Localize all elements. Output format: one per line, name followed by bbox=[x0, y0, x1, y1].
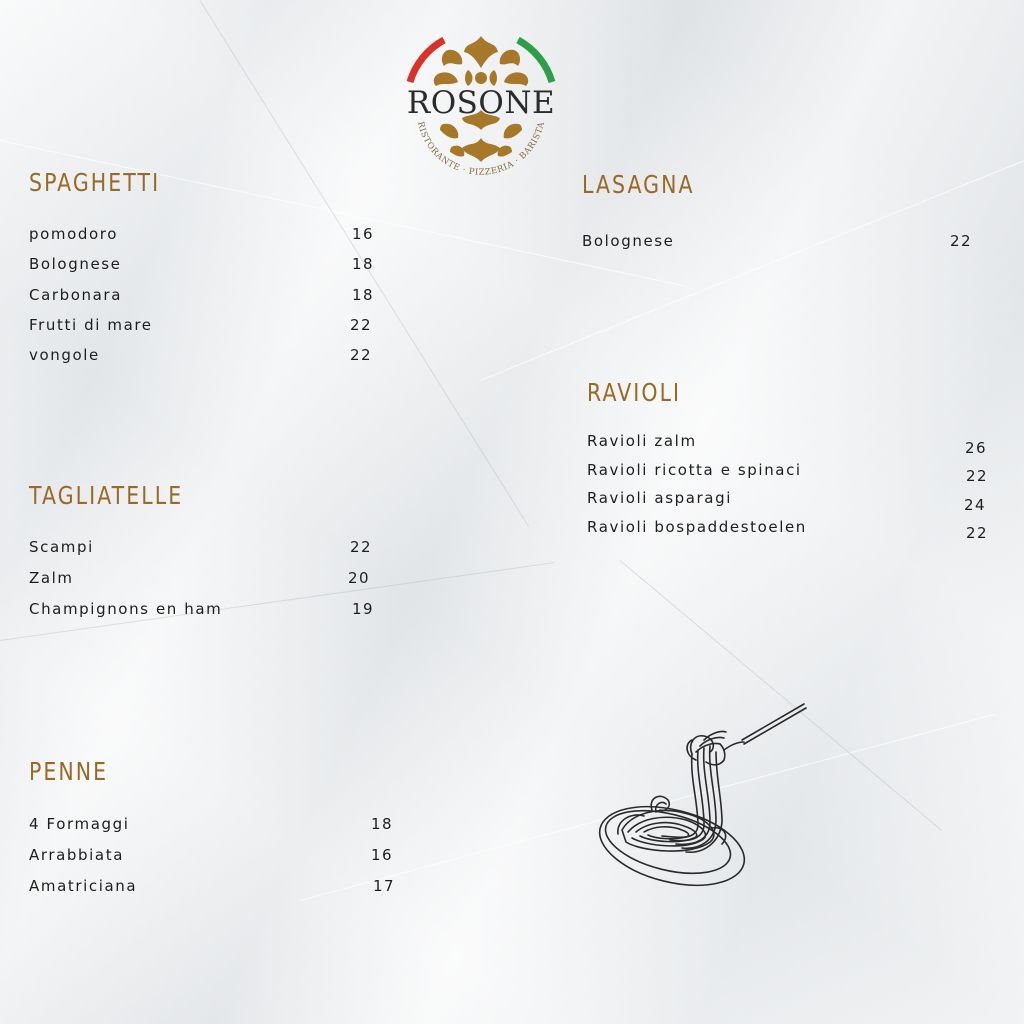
menu-item-price: 16 bbox=[371, 846, 394, 864]
rosone-logo bbox=[398, 30, 564, 180]
menu-item-name: Scampi bbox=[29, 538, 94, 556]
section-title-tagliatelle: TAGLIATELLE bbox=[29, 481, 184, 510]
menu-item-price: 16 bbox=[352, 225, 375, 243]
menu-item-price: 20 bbox=[348, 569, 371, 587]
section-title-lasagna: LASAGNA bbox=[582, 170, 695, 199]
menu-item-price: 22 bbox=[350, 316, 373, 334]
menu-item-price: 22 bbox=[350, 538, 373, 556]
menu-item-name: Zalm bbox=[29, 569, 74, 587]
menu-item-name: Champignons en ham bbox=[29, 600, 223, 618]
menu-item-name: Arrabbiata bbox=[29, 846, 124, 864]
pasta-fork-icon bbox=[592, 700, 812, 890]
menu-item-price: 22 bbox=[966, 524, 989, 542]
menu-item-price: 22 bbox=[350, 346, 373, 364]
menu-item-price: 17 bbox=[373, 877, 396, 895]
menu-item-price: 22 bbox=[966, 467, 989, 485]
menu-item-name: Frutti di mare bbox=[29, 316, 153, 334]
menu-item-price: 18 bbox=[352, 286, 375, 304]
menu-item-name: 4 Formaggi bbox=[29, 815, 130, 833]
section-title-penne: PENNE bbox=[29, 757, 109, 786]
brand-tagline: RISTORANTE · PIZZERIA · BARISTA bbox=[415, 120, 547, 178]
section-title-ravioli: RAVIOLI bbox=[587, 378, 682, 407]
menu-item-price: 22 bbox=[950, 232, 973, 250]
menu-item-name: Ravioli zalm bbox=[587, 432, 697, 450]
menu-item-name: Ravioli bospaddestoelen bbox=[587, 518, 807, 536]
menu-item-name: pomodoro bbox=[29, 225, 119, 243]
menu-item-name: Carbonara bbox=[29, 286, 122, 304]
menu-item-price: 24 bbox=[964, 496, 987, 514]
menu-item-price: 26 bbox=[965, 439, 988, 457]
menu-item-name: vongole bbox=[29, 346, 100, 364]
menu-item-name: Amatriciana bbox=[29, 877, 138, 895]
menu-item-name: Bolognese bbox=[582, 232, 675, 250]
menu-item-price: 18 bbox=[352, 255, 375, 273]
menu-item-name: Bolognese bbox=[29, 255, 122, 273]
brand-name: ROSONE bbox=[406, 85, 556, 121]
section-title-spaghetti: SPAGHETTI bbox=[29, 168, 161, 197]
menu-item-name: Ravioli ricotta e spinaci bbox=[587, 461, 802, 479]
menu-item-name: Ravioli asparagi bbox=[587, 489, 732, 507]
menu-item-price: 18 bbox=[371, 815, 394, 833]
menu-item-price: 19 bbox=[352, 600, 375, 618]
